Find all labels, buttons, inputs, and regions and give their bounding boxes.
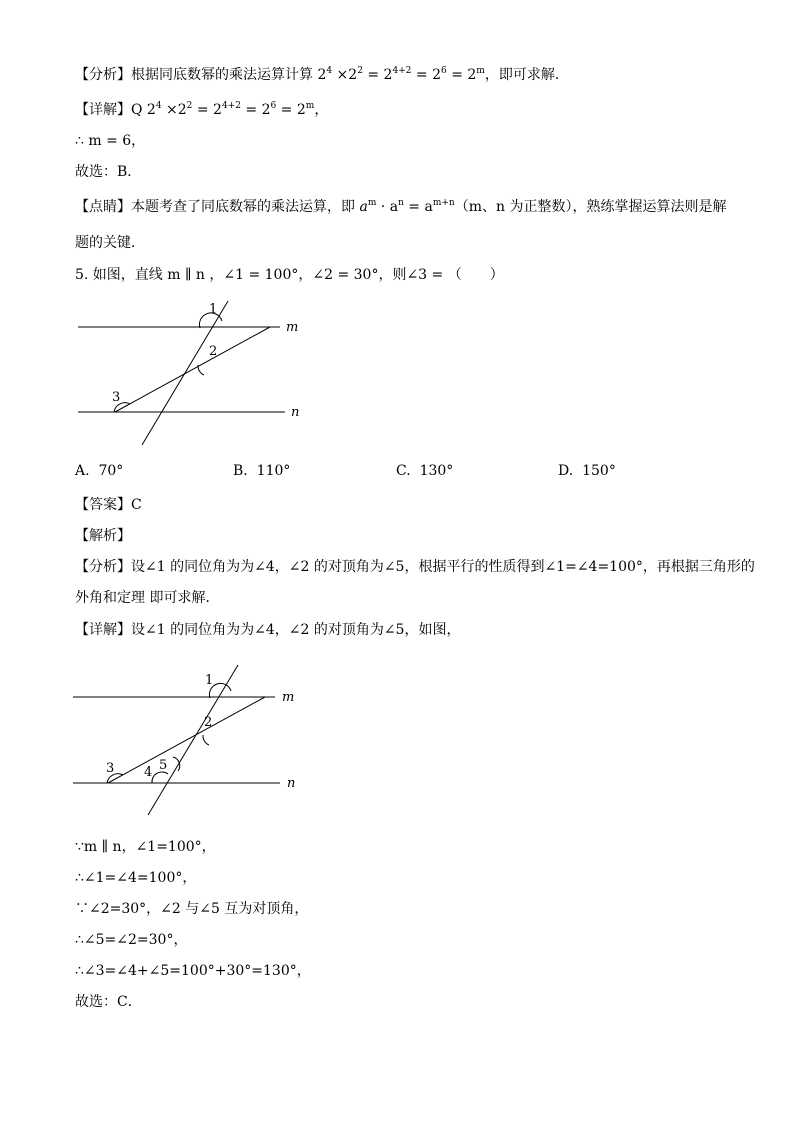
- transversal: [142, 301, 228, 445]
- step-6: 故选：C．: [75, 994, 142, 1010]
- analysis2-text: 设∠1 的同位角为为∠4，∠2 的对顶角为∠5，根据平行的性质得到∠1=∠4=100°，再根据三角形的: [131, 559, 755, 575]
- analysis-line: [75, 66, 569, 84]
- exponent: 6: [270, 101, 277, 111]
- analysis2-line1: [75, 558, 755, 576]
- choice-letter: B.: [233, 463, 248, 479]
- step-1: ∵m ∥ n，∠1=100°，: [75, 839, 216, 855]
- fig2-label-m: m: [282, 690, 295, 705]
- formula-part: = 2: [446, 67, 477, 83]
- comment-line-2: 题的关键．: [75, 235, 145, 251]
- slanted-line: [115, 327, 270, 412]
- exponent: n: [398, 198, 404, 208]
- formula-part: = a: [403, 199, 433, 215]
- formula-tail: ，: [314, 102, 329, 118]
- analysis2-label: 【分析】: [75, 559, 131, 575]
- exponent: 4+2: [392, 66, 412, 76]
- formula-part: · a: [376, 199, 399, 215]
- therefore-m: ∴ m = 6，: [75, 133, 146, 149]
- figure-1: [70, 295, 310, 450]
- comment-label: 【点睛】: [75, 199, 131, 215]
- step-5: ∴∠3=∠4+∠5=100°+30°=130°，: [75, 963, 311, 979]
- angle-2-arc: [203, 735, 209, 745]
- transversal: [148, 665, 238, 815]
- comment-text-2: （m、n 为正整数），熟练掌握运算法则是解: [454, 199, 727, 215]
- exponent: m: [476, 66, 485, 76]
- formula-part: ×2: [161, 102, 187, 118]
- step-4: ∴∠5=∠2=30°，: [75, 932, 188, 948]
- fig1-label-3: 3: [112, 390, 121, 405]
- exponent: 4: [326, 66, 333, 76]
- formula-tail: ，即可求解．: [484, 67, 569, 83]
- choice-a: [75, 463, 123, 479]
- fig2-label-5: 5: [159, 758, 168, 773]
- step-3: ∵∠2=30°，∠2 与∠5 互为对顶角，: [75, 901, 309, 917]
- fig1-label-n: n: [291, 405, 300, 420]
- choices: [75, 463, 715, 481]
- question-5: 5. 如图，直线 m ∥ n ，∠1 = 100°，∠2 = 30°，则∠3 = （ ）: [75, 267, 504, 283]
- exponent: 6: [441, 66, 447, 76]
- fig2-label-n: n: [287, 776, 296, 791]
- fig1-label-1: 1: [209, 302, 218, 317]
- formula-part: = 2: [362, 67, 393, 83]
- choice-value: 150°: [582, 463, 616, 479]
- choice-value: 130°: [419, 463, 454, 479]
- exponent: m: [367, 198, 377, 208]
- angle-4-arc: [152, 772, 168, 783]
- detail-line: [75, 101, 328, 119]
- fig2-label-3: 3: [106, 761, 115, 776]
- choice-c: [396, 463, 453, 479]
- analysis2-line2: 外角和定理 即可求解．: [75, 590, 220, 606]
- answer-line: [75, 496, 142, 514]
- exponent: 4: [155, 101, 162, 111]
- fig2-label-1: 1: [205, 673, 214, 688]
- formula-part: = 2: [240, 102, 271, 118]
- formula-part: = 2: [276, 102, 306, 118]
- detail-label: 【详解】: [75, 102, 131, 118]
- fig1-label-m: m: [286, 320, 299, 335]
- exponent: m: [305, 101, 315, 111]
- figure-2: [68, 660, 308, 820]
- explain-label: 【解析】: [75, 528, 131, 544]
- fig2-label-4: 4: [144, 765, 153, 780]
- formula-part: = 2: [411, 67, 442, 83]
- fig1-label-2: 2: [209, 344, 218, 359]
- answer-label: 【答案】: [75, 497, 131, 513]
- exponent: 2: [186, 101, 193, 111]
- formula-var: a: [359, 199, 368, 215]
- exponent: m+n: [432, 198, 455, 208]
- analysis-text: 根据同底数幂的乘法运算计算 2: [131, 67, 327, 83]
- choice-b: [233, 463, 290, 479]
- exponent: 4+2: [221, 101, 241, 111]
- detail2-text: 设∠1 的同位角为为∠4，∠2 的对顶角为∠5，如图，: [131, 622, 461, 638]
- choice-value: 110°: [256, 463, 291, 479]
- comment-text: 本题考查了同底数幂的乘法运算，即: [131, 199, 360, 215]
- fig2-label-2: 2: [204, 715, 213, 730]
- analysis-label: 【分析】: [75, 67, 131, 83]
- slanted-line: [108, 697, 265, 783]
- exponent: 2: [357, 66, 363, 76]
- choice-letter: A.: [75, 463, 90, 479]
- formula-part: = 2: [192, 102, 222, 118]
- detail2-label: 【详解】: [75, 622, 131, 638]
- choose-b: 故选：B．: [75, 164, 142, 180]
- choice-letter: D.: [558, 463, 574, 479]
- formula-part: ×2: [332, 67, 358, 83]
- detail2-line: [75, 621, 460, 639]
- choice-letter: C.: [396, 463, 411, 479]
- detail-text: Q 2: [131, 102, 156, 118]
- comment-line: [75, 198, 726, 216]
- choice-d: [558, 463, 616, 479]
- step-2: ∴∠1=∠4=100°，: [75, 870, 197, 886]
- choice-value: 70°: [98, 463, 124, 479]
- answer-value: C: [131, 497, 142, 513]
